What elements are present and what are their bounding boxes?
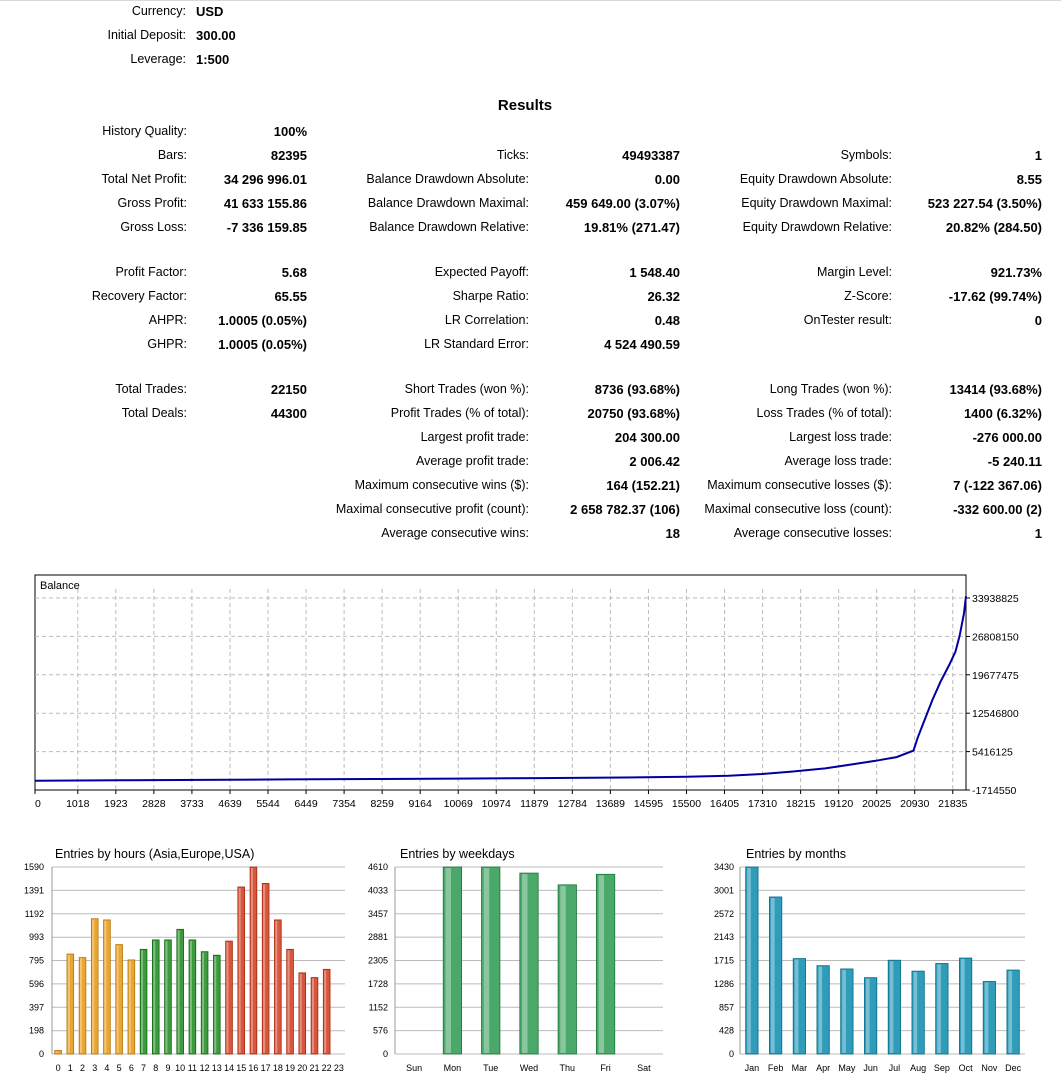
balance-chart <box>0 570 1061 820</box>
bar-highlight <box>890 961 894 1053</box>
x-tick-label: 10069 <box>443 798 473 810</box>
x-tick-label: 16405 <box>709 798 740 810</box>
stat-label: Expected Payoff: <box>434 265 529 279</box>
stat-label: Margin Level: <box>816 265 892 279</box>
x-tick-label: 18 <box>272 1063 283 1073</box>
x-tick-label: Thu <box>559 1063 576 1073</box>
stat-label: Balance Drawdown Absolute: <box>366 172 529 186</box>
bar-highlight <box>190 941 192 1053</box>
stat-label: Bars: <box>157 148 187 162</box>
x-tick-label: 8259 <box>370 798 394 810</box>
bar-highlight <box>178 930 180 1053</box>
x-tick-label: 11 <box>187 1063 198 1073</box>
stat-label: Balance Drawdown Relative: <box>369 220 529 234</box>
y-tick-label: 5416125 <box>972 746 1013 759</box>
stat-value: 8.55 <box>1016 172 1042 187</box>
x-tick-label: 5 <box>116 1063 122 1073</box>
stat-label: Recovery Factor: <box>91 289 187 303</box>
bar-highlight <box>985 982 989 1053</box>
stat-label: Maximum consecutive losses ($): <box>707 478 892 492</box>
entries-by-hours-chart <box>0 840 345 1080</box>
x-tick-label: Sun <box>406 1063 423 1073</box>
stat-label: Loss Trades (% of total): <box>756 406 892 420</box>
stat-label: Total Trades: <box>115 382 187 396</box>
x-tick-label: 5544 <box>256 798 280 810</box>
stat-value: 19.81% (271.47) <box>583 220 680 235</box>
bar-highlight <box>251 868 253 1053</box>
y-tick-label: 3457 <box>367 908 388 919</box>
stat-label: Z-Score: <box>844 289 892 303</box>
x-tick-label: 21835 <box>938 798 968 810</box>
bar-highlight <box>300 974 302 1053</box>
stat-value: 921.73% <box>990 265 1042 280</box>
stat-value: 41 633 155.86 <box>223 196 307 211</box>
stat-value: -5 240.11 <box>987 454 1042 469</box>
x-tick-label: Dec <box>1005 1063 1022 1073</box>
x-tick-label: 6449 <box>294 798 318 810</box>
x-tick-label: 23 <box>333 1063 344 1073</box>
bar-highlight <box>445 868 451 1053</box>
y-tick-label: 1728 <box>367 978 388 989</box>
bar-highlight <box>129 961 131 1053</box>
stat-label: History Quality: <box>102 124 187 138</box>
stat-value: 5.68 <box>281 265 307 280</box>
x-tick-label: 10974 <box>481 798 511 810</box>
plot-frame <box>35 575 966 790</box>
stat-label: Equity Drawdown Maximal: <box>741 196 892 210</box>
stat-value: 13414 (93.68%) <box>949 382 1042 397</box>
stat-value: 1.0005 (0.05%) <box>218 337 307 352</box>
stat-value: 0.00 <box>654 172 680 187</box>
stat-label: Long Trades (won %): <box>769 382 892 396</box>
bar-highlight <box>153 941 155 1053</box>
x-tick-label: 14 <box>224 1063 235 1073</box>
x-tick-label: Wed <box>519 1063 539 1073</box>
x-tick-label: 20930 <box>900 798 930 810</box>
x-tick-label: 9 <box>165 1063 171 1073</box>
stat-label: OnTester result: <box>803 313 892 327</box>
x-tick-label: 1923 <box>104 798 128 810</box>
bar-highlight <box>165 941 167 1053</box>
stat-label: Average profit trade: <box>415 454 529 468</box>
x-tick-label: 19120 <box>824 798 854 810</box>
y-tick-label: 3001 <box>713 885 734 896</box>
leverage-label: Leverage: <box>130 52 186 66</box>
stat-label: Average loss trade: <box>784 454 892 468</box>
y-tick-label: 2143 <box>713 932 734 943</box>
stat-label: Profit Trades (% of total): <box>390 406 529 420</box>
bar-highlight <box>202 953 204 1053</box>
x-tick-label: Jul <box>888 1063 901 1073</box>
stat-value: 20750 (93.68%) <box>587 406 680 421</box>
x-tick-label: 7354 <box>332 798 356 810</box>
results-title: Results <box>497 97 553 114</box>
x-tick-label: Tue <box>483 1063 499 1073</box>
stat-value: 523 227.54 (3.50%) <box>927 196 1042 211</box>
x-tick-label: Jan <box>744 1063 760 1073</box>
y-tick-label: 1391 <box>23 885 44 896</box>
x-tick-label: 22 <box>321 1063 332 1073</box>
x-tick-label: 1 <box>67 1063 73 1073</box>
bar-highlight <box>522 874 528 1053</box>
x-tick-label: 18215 <box>786 798 816 810</box>
bar-highlight <box>117 946 119 1053</box>
y-tick-label: 1152 <box>368 1002 388 1013</box>
stat-value: 100% <box>273 124 307 139</box>
y-tick-label: 198 <box>28 1025 44 1036</box>
bar-highlight <box>866 979 870 1053</box>
stat-value: 8736 (93.68%) <box>594 382 680 397</box>
x-tick-label: Mar <box>791 1063 808 1073</box>
y-tick-label: 1192 <box>24 908 44 919</box>
stat-label: Maximum consecutive wins ($): <box>354 478 529 492</box>
x-tick-label: 9164 <box>408 798 432 810</box>
y-tick-label: 2881 <box>367 932 388 943</box>
bar-highlight <box>818 967 822 1053</box>
x-tick-label: Nov <box>981 1063 998 1073</box>
x-tick-label: Apr <box>816 1063 831 1073</box>
stat-value: 1 548.40 <box>629 265 680 280</box>
y-tick-label: 1715 <box>713 955 734 966</box>
x-tick-label: 16 <box>248 1063 259 1073</box>
stat-value: 204 300.00 <box>614 430 680 445</box>
stat-label: Average consecutive wins: <box>381 526 529 540</box>
stat-value: 34 296 996.01 <box>223 172 307 187</box>
x-tick-label: Aug <box>910 1063 927 1073</box>
stat-label: Sharpe Ratio: <box>452 289 529 303</box>
y-tick-label: 795 <box>28 955 44 966</box>
y-tick-label: 33938825 <box>972 593 1019 605</box>
stat-value: 49493387 <box>622 148 680 163</box>
x-tick-label: 4639 <box>218 798 242 810</box>
stat-value: 65.55 <box>274 289 307 304</box>
x-tick-label: Mon <box>443 1063 462 1073</box>
stat-value: 164 (152.21) <box>606 478 680 493</box>
y-tick-label: 1590 <box>23 862 44 872</box>
y-tick-label: 26808150 <box>972 631 1019 644</box>
stat-label: Symbols: <box>840 148 892 162</box>
stat-value: -332 600.00 (2) <box>953 502 1042 517</box>
chart-title: Entries by months <box>746 847 847 861</box>
stat-label: Largest profit trade: <box>420 430 529 444</box>
bar-highlight <box>560 886 566 1053</box>
y-tick-label: 0 <box>382 1049 388 1059</box>
x-tick-label: 12 <box>199 1063 210 1073</box>
x-tick-label: 15 <box>236 1063 247 1073</box>
chart-title: Balance <box>40 580 80 592</box>
stat-value: 1 <box>1034 148 1042 163</box>
stat-value: 22150 <box>270 382 307 397</box>
chart-title: Entries by weekdays <box>400 847 515 861</box>
x-tick-label: Sep <box>933 1063 950 1073</box>
currency-label: Currency: <box>131 4 186 18</box>
entries-by-weekdays-chart <box>355 840 685 1080</box>
bar-highlight <box>324 970 326 1053</box>
stat-value: 2 658 782.37 (106) <box>570 502 680 517</box>
initial-deposit-label: Initial Deposit: <box>107 28 186 42</box>
chart-title: Entries by hours (Asia,Europe,USA) <box>55 847 255 861</box>
y-tick-label: 2572 <box>713 908 734 919</box>
x-tick-label: 15500 <box>671 798 702 810</box>
stat-value: 82395 <box>270 148 307 163</box>
x-tick-label: 7 <box>141 1063 147 1073</box>
y-tick-label: 397 <box>28 1002 44 1013</box>
x-tick-label: 13 <box>211 1063 222 1073</box>
x-tick-label: 1018 <box>66 798 90 810</box>
stat-value: 459 649.00 (3.07%) <box>565 196 680 211</box>
stat-label: Ticks: <box>496 148 529 162</box>
x-tick-label: Fri <box>600 1063 611 1073</box>
x-tick-label: 20025 <box>862 798 892 810</box>
x-tick-label: 17 <box>260 1063 271 1073</box>
y-tick-label: 993 <box>28 932 44 943</box>
bar-highlight <box>104 921 106 1053</box>
stat-label: Equity Drawdown Absolute: <box>739 172 892 186</box>
stat-label: LR Correlation: <box>444 313 529 327</box>
y-tick-label: 1286 <box>713 978 734 989</box>
initial-deposit-value: 300.00 <box>196 28 236 43</box>
y-tick-label: 576 <box>372 1025 388 1036</box>
stat-value: 1 <box>1034 526 1042 541</box>
stat-label: Equity Drawdown Relative: <box>742 220 892 234</box>
bar-highlight <box>263 884 265 1053</box>
stat-value: 18 <box>665 526 680 541</box>
x-tick-label: 2828 <box>142 798 166 810</box>
bar-highlight <box>56 1051 58 1053</box>
stat-label: Maximal consecutive profit (count): <box>335 502 529 516</box>
stat-label: GHPR: <box>147 337 187 351</box>
stat-label: Profit Factor: <box>115 265 187 279</box>
x-tick-label: 21 <box>309 1063 320 1073</box>
x-tick-label: 3 <box>92 1063 98 1073</box>
y-tick-label: 596 <box>28 978 44 989</box>
y-tick-label: 2305 <box>367 955 388 966</box>
y-tick-label: 0 <box>38 1049 44 1059</box>
leverage-value: 1:500 <box>196 52 230 67</box>
bar-highlight <box>747 868 751 1053</box>
x-tick-label: 4 <box>104 1063 110 1073</box>
x-tick-label: 6 <box>128 1063 134 1073</box>
y-tick-label: 3430 <box>713 862 734 872</box>
bar-highlight <box>913 972 917 1053</box>
stat-value: 44300 <box>270 406 307 421</box>
bar-highlight <box>92 920 94 1053</box>
x-tick-label: 10 <box>175 1063 186 1073</box>
bar-highlight <box>599 875 605 1053</box>
stat-value: 1400 (6.32%) <box>963 406 1042 421</box>
bar-highlight <box>141 950 143 1053</box>
x-tick-label: 2 <box>80 1063 86 1073</box>
x-tick-label: Oct <box>958 1063 973 1073</box>
y-tick-label: 4033 <box>367 885 388 896</box>
currency-value: USD <box>196 4 224 19</box>
stat-label: Gross Loss: <box>120 220 187 234</box>
stat-value: 2 006.42 <box>629 454 680 469</box>
stat-value: -276 000.00 <box>972 430 1042 445</box>
bar-highlight <box>239 888 241 1053</box>
stat-label: AHPR: <box>148 313 187 327</box>
bar-highlight <box>312 979 314 1053</box>
y-tick-label: 4610 <box>367 862 388 872</box>
stat-label: Average consecutive losses: <box>733 526 892 540</box>
stat-label: Gross Profit: <box>117 196 187 210</box>
stat-label: Largest loss trade: <box>789 430 892 444</box>
x-tick-label: 12784 <box>557 798 587 810</box>
stat-label: Short Trades (won %): <box>404 382 529 396</box>
entries-by-months-chart <box>700 840 1060 1080</box>
stat-label: Total Deals: <box>121 406 187 420</box>
bar-highlight <box>275 921 277 1053</box>
x-tick-label: 8 <box>153 1063 159 1073</box>
x-tick-label: 0 <box>35 798 41 810</box>
x-tick-label: 14595 <box>633 798 664 810</box>
x-tick-label: Sat <box>637 1063 651 1073</box>
bar-highlight <box>288 950 290 1053</box>
y-tick-label: 0 <box>728 1049 734 1059</box>
top-divider <box>0 0 1061 1</box>
stat-label: Total Net Profit: <box>101 172 187 186</box>
x-tick-label: 19 <box>285 1063 296 1073</box>
x-tick-label: May <box>838 1063 856 1073</box>
y-tick-label: 19677475 <box>972 669 1019 682</box>
bar-highlight <box>226 942 228 1053</box>
x-tick-label: Feb <box>767 1063 784 1073</box>
stat-value: 26.32 <box>647 289 680 304</box>
x-tick-label: Jun <box>863 1063 878 1073</box>
bar-highlight <box>484 868 490 1053</box>
stat-value: 20.82% (284.50) <box>945 220 1042 235</box>
bar-highlight <box>68 955 70 1053</box>
y-tick-label: -1714550 <box>972 785 1017 797</box>
bar-highlight <box>961 959 965 1053</box>
stat-label: Maximal consecutive loss (count): <box>704 502 892 516</box>
x-tick-label: 20 <box>297 1063 308 1073</box>
stat-value: 4 524 490.59 <box>604 337 680 352</box>
y-tick-label: 857 <box>718 1002 734 1013</box>
x-tick-label: 3733 <box>180 798 204 810</box>
bar-highlight <box>842 970 846 1053</box>
stat-value: -7 336 159.85 <box>226 220 307 235</box>
x-tick-label: 17310 <box>747 798 778 810</box>
bar-highlight <box>795 960 799 1053</box>
bar-highlight <box>771 898 775 1053</box>
stat-label: Balance Drawdown Maximal: <box>367 196 529 210</box>
stat-value: 0.48 <box>654 313 680 328</box>
x-tick-label: 0 <box>55 1063 61 1073</box>
stat-value: 1.0005 (0.05%) <box>218 313 307 328</box>
stat-value: 0 <box>1034 313 1042 328</box>
bar-highlight <box>214 956 216 1053</box>
stat-value: -17.62 (99.74%) <box>948 289 1042 304</box>
y-tick-label: 428 <box>718 1025 734 1036</box>
stat-value: 7 (-122 367.06) <box>953 478 1042 493</box>
bar-highlight <box>1008 971 1012 1053</box>
x-tick-label: 13689 <box>595 798 625 810</box>
bar-highlight <box>80 959 82 1053</box>
y-tick-label: 12546800 <box>972 708 1019 721</box>
x-tick-label: 11879 <box>520 798 549 810</box>
bar-highlight <box>937 964 941 1053</box>
stat-label: LR Standard Error: <box>424 337 529 351</box>
